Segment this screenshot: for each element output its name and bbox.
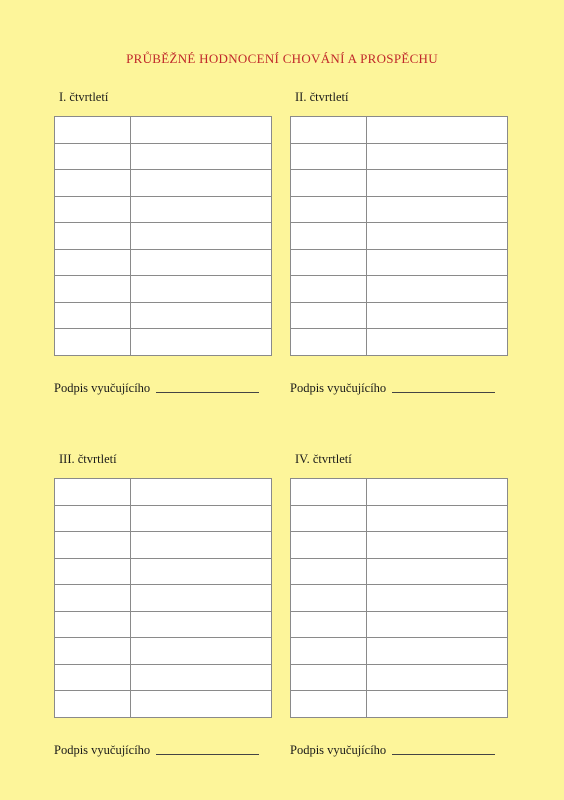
evaluation-cell[interactable] bbox=[131, 249, 272, 276]
signature-label: Podpis vyučujícího bbox=[290, 381, 387, 395]
grid-row bbox=[291, 170, 508, 197]
grid-row bbox=[55, 143, 272, 170]
date-cell[interactable] bbox=[291, 143, 367, 170]
grid-row bbox=[55, 479, 272, 506]
quarter-4-label: IV. čtvrtletí bbox=[295, 452, 352, 466]
grid-row bbox=[55, 638, 272, 665]
quarter-1-table bbox=[54, 116, 272, 356]
date-cell[interactable] bbox=[55, 276, 131, 303]
evaluation-cell[interactable] bbox=[367, 117, 508, 144]
date-cell[interactable] bbox=[291, 505, 367, 532]
signature-line[interactable] bbox=[156, 391, 259, 393]
quarter-4-table bbox=[290, 478, 508, 718]
quarter-4-signature bbox=[290, 743, 495, 758]
grid-row bbox=[291, 611, 508, 638]
evaluation-cell[interactable] bbox=[131, 505, 272, 532]
evaluation-cell[interactable] bbox=[131, 532, 272, 559]
grid-row bbox=[55, 223, 272, 250]
evaluation-cell[interactable] bbox=[131, 479, 272, 506]
grid-row bbox=[291, 585, 508, 612]
evaluation-cell[interactable] bbox=[367, 611, 508, 638]
date-cell[interactable] bbox=[291, 585, 367, 612]
signature-label: Podpis vyučujícího bbox=[290, 743, 387, 757]
grid-row bbox=[55, 691, 272, 718]
date-cell[interactable] bbox=[55, 558, 131, 585]
date-cell[interactable] bbox=[55, 505, 131, 532]
date-cell[interactable] bbox=[291, 664, 367, 691]
grid-row bbox=[291, 505, 508, 532]
date-cell[interactable] bbox=[55, 143, 131, 170]
date-cell[interactable] bbox=[55, 196, 131, 223]
evaluation-cell[interactable] bbox=[367, 691, 508, 718]
grid-row bbox=[291, 143, 508, 170]
grid-row bbox=[55, 302, 272, 329]
signature-line[interactable] bbox=[156, 753, 259, 755]
date-cell[interactable] bbox=[291, 479, 367, 506]
quarter-3-signature bbox=[54, 743, 259, 758]
quarter-1-signature bbox=[54, 381, 259, 396]
evaluation-cell[interactable] bbox=[367, 170, 508, 197]
date-cell[interactable] bbox=[291, 196, 367, 223]
date-cell[interactable] bbox=[291, 691, 367, 718]
grid-row bbox=[55, 611, 272, 638]
evaluation-cell[interactable] bbox=[367, 638, 508, 665]
evaluation-cell[interactable] bbox=[131, 329, 272, 356]
grid-row bbox=[55, 276, 272, 303]
grid-row bbox=[55, 585, 272, 612]
evaluation-cell[interactable] bbox=[131, 170, 272, 197]
grid-row bbox=[291, 691, 508, 718]
date-cell[interactable] bbox=[55, 302, 131, 329]
quarter-3-section bbox=[54, 451, 272, 718]
quarter-4-section bbox=[290, 451, 508, 718]
evaluation-cell[interactable] bbox=[131, 117, 272, 144]
grid-row bbox=[55, 664, 272, 691]
grid-row bbox=[291, 329, 508, 356]
date-cell[interactable] bbox=[55, 329, 131, 356]
evaluation-cell[interactable] bbox=[131, 276, 272, 303]
grid-row bbox=[291, 532, 508, 559]
evaluation-cell[interactable] bbox=[367, 302, 508, 329]
evaluation-cell[interactable] bbox=[131, 664, 272, 691]
date-cell[interactable] bbox=[291, 532, 367, 559]
date-cell[interactable] bbox=[291, 302, 367, 329]
evaluation-cell[interactable] bbox=[131, 302, 272, 329]
grid-row bbox=[55, 558, 272, 585]
date-cell[interactable] bbox=[55, 664, 131, 691]
evaluation-cell[interactable] bbox=[367, 276, 508, 303]
quarter-2-label: II. čtvrtletí bbox=[295, 90, 349, 104]
evaluation-cell[interactable] bbox=[367, 143, 508, 170]
grid-row bbox=[291, 249, 508, 276]
evaluation-cell[interactable] bbox=[367, 479, 508, 506]
evaluation-cell[interactable] bbox=[367, 532, 508, 559]
date-cell[interactable] bbox=[55, 479, 131, 506]
date-cell[interactable] bbox=[291, 638, 367, 665]
evaluation-cell[interactable] bbox=[131, 223, 272, 250]
evaluation-cell[interactable] bbox=[131, 638, 272, 665]
evaluation-cell[interactable] bbox=[131, 196, 272, 223]
date-cell[interactable] bbox=[55, 691, 131, 718]
evaluation-cell[interactable] bbox=[367, 558, 508, 585]
grid-row bbox=[55, 249, 272, 276]
quarter-2-section bbox=[290, 89, 508, 356]
grid-row bbox=[55, 117, 272, 144]
evaluation-cell[interactable] bbox=[367, 505, 508, 532]
signature-line[interactable] bbox=[392, 753, 495, 755]
date-cell[interactable] bbox=[291, 223, 367, 250]
page-title: PRŮBĚŽNÉ HODNOCENÍ CHOVÁNÍ A PROSPĚCHU bbox=[126, 51, 438, 66]
quarter-2-table bbox=[290, 116, 508, 356]
date-cell[interactable] bbox=[55, 117, 131, 144]
date-cell[interactable] bbox=[55, 170, 131, 197]
date-cell[interactable] bbox=[291, 117, 367, 144]
date-cell[interactable] bbox=[55, 532, 131, 559]
evaluation-cell[interactable] bbox=[367, 585, 508, 612]
evaluation-cell[interactable] bbox=[131, 143, 272, 170]
signature-label: Podpis vyučujícího bbox=[54, 381, 151, 395]
evaluation-cell[interactable] bbox=[131, 558, 272, 585]
grid-row bbox=[291, 302, 508, 329]
evaluation-cell[interactable] bbox=[131, 585, 272, 612]
date-cell[interactable] bbox=[291, 558, 367, 585]
grid-row bbox=[291, 558, 508, 585]
date-cell[interactable] bbox=[291, 611, 367, 638]
grid-row bbox=[291, 479, 508, 506]
signature-label: Podpis vyučujícího bbox=[54, 743, 151, 757]
date-cell[interactable] bbox=[55, 249, 131, 276]
signature-line[interactable] bbox=[392, 391, 495, 393]
grid-row bbox=[291, 117, 508, 144]
grid-row bbox=[291, 276, 508, 303]
evaluation-cell[interactable] bbox=[367, 329, 508, 356]
date-cell[interactable] bbox=[291, 249, 367, 276]
grid-row bbox=[291, 638, 508, 665]
date-cell[interactable] bbox=[291, 329, 367, 356]
evaluation-cell[interactable] bbox=[131, 691, 272, 718]
grid-row bbox=[55, 505, 272, 532]
grid-row bbox=[55, 329, 272, 356]
evaluation-cell[interactable] bbox=[367, 196, 508, 223]
quarter-1-section bbox=[54, 89, 272, 356]
date-cell[interactable] bbox=[55, 638, 131, 665]
quarter-3-label: III. čtvrtletí bbox=[59, 452, 117, 466]
quarter-1-label: I. čtvrtletí bbox=[59, 90, 109, 104]
grid-row bbox=[55, 196, 272, 223]
evaluation-cell[interactable] bbox=[367, 223, 508, 250]
evaluation-cell[interactable] bbox=[131, 611, 272, 638]
date-cell[interactable] bbox=[55, 611, 131, 638]
grid-row bbox=[55, 170, 272, 197]
grid-row bbox=[55, 532, 272, 559]
date-cell[interactable] bbox=[291, 170, 367, 197]
date-cell[interactable] bbox=[55, 585, 131, 612]
evaluation-cell[interactable] bbox=[367, 664, 508, 691]
quarter-3-table bbox=[54, 478, 272, 718]
grid-row bbox=[291, 223, 508, 250]
quarter-2-signature bbox=[290, 381, 495, 396]
evaluation-cell[interactable] bbox=[367, 249, 508, 276]
date-cell[interactable] bbox=[291, 276, 367, 303]
grid-row bbox=[291, 196, 508, 223]
grid-row bbox=[291, 664, 508, 691]
date-cell[interactable] bbox=[55, 223, 131, 250]
